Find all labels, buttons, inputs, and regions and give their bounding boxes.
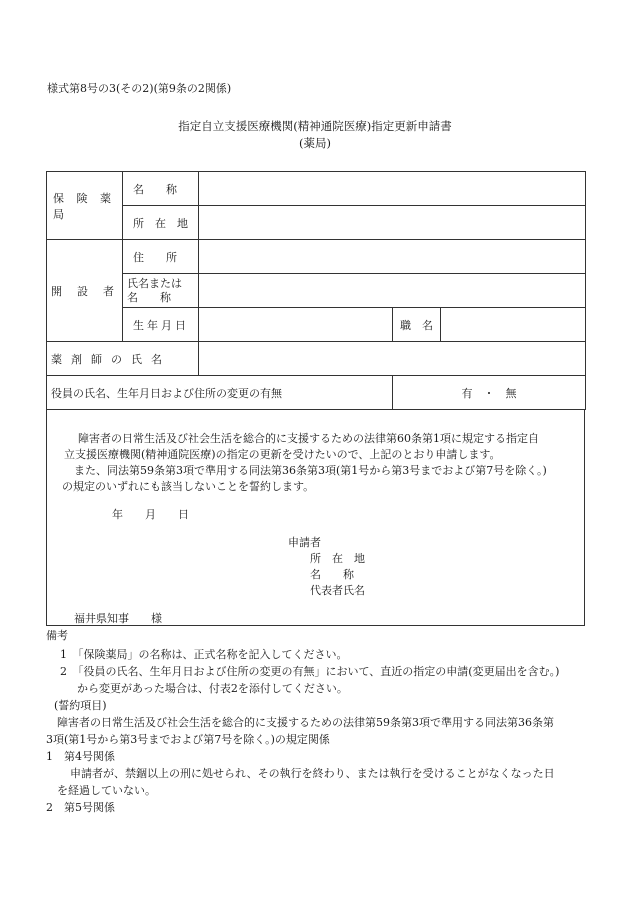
fullname-label-line2: 名 称 — [127, 290, 171, 304]
pledge-para1-line1: 障害者の日常生活及び社会生活を総合的に支援するための法律第60条第1項に規定する指定自 — [78, 432, 539, 445]
notes-heading: 備考 — [46, 629, 68, 642]
pledge-para2-line1: また、同法第59条第3項で準用する同法第36条第3項(第1号から第3号までおよび第7号を除く。) — [74, 464, 547, 477]
pharmacy-location-field[interactable] — [199, 206, 586, 240]
item-2-heading: 2 第5号関係 — [46, 801, 115, 814]
address-label-cell: 住 所 — [123, 240, 199, 274]
pledge-items-text-line2: 3項(第1号から第3号までおよび第7号を除く。)の規定関係 — [46, 733, 330, 746]
applicant-location-label: 所 在 地 — [310, 552, 365, 565]
name-label-cell: 名 称 — [123, 172, 199, 206]
document-title: 指定自立支援医療機関(精神通院医療)指定更新申請書 — [178, 119, 452, 133]
item-1-heading: 1 第4号関係 — [46, 750, 115, 763]
pharmacy-name-field[interactable] — [199, 172, 586, 206]
founder-label-cell: 開 設 者 — [47, 240, 123, 342]
officer-change-options[interactable]: 有 ・ 無 — [393, 376, 586, 410]
item-1-text-line2: を経過していない。 — [57, 784, 156, 797]
pledge-para1-line2: 立支援医療機関(精神通院医療)の指定の更新を受けたいので、上記のとおり申請します。 — [64, 448, 501, 461]
title-field[interactable] — [441, 308, 586, 342]
addressee: 福井県知事 様 — [74, 612, 162, 625]
pledge-items-text-line1: 障害者の日常生活及び社会生活を総合的に支援するための法律第59条第3項で準用する同法第36条第 — [57, 716, 554, 729]
pledge-para2-line2: の規定のいずれにも該当しないことを誓約します。 — [62, 480, 315, 493]
fullname-label-line1: 氏名または — [127, 276, 182, 290]
birthdate-label-cell: 生年月日 — [123, 308, 199, 342]
note-1: 1 「保険薬局」の名称は、正式名称を記入してください。 — [60, 648, 348, 661]
item-1-text-line1: 申請者が、禁錮以上の刑に処せられ、その執行を終わり、または執行を受けることがなくなった日 — [70, 767, 555, 780]
location-label-cell: 所 在 地 — [123, 206, 199, 240]
founder-address-field[interactable] — [199, 240, 586, 274]
birthdate-field[interactable] — [199, 308, 393, 342]
note-2-line1: 2 「役員の氏名、生年月日および住所の変更の有無」において、直近の指定の申請(変更届出を含む。) — [60, 665, 560, 678]
date-line[interactable]: 年 月 日 — [112, 508, 189, 521]
application-table — [46, 171, 586, 410]
note-2-line2: から変更があった場合は、付表2を添付してください。 — [77, 682, 348, 695]
pharmacy-label-cell: 保険薬局 — [47, 172, 123, 240]
form-reference: 様式第8号の3(その2)(第9条の2関係) — [47, 82, 232, 95]
pledge-items-heading: (誓約項目) — [54, 699, 107, 712]
founder-name-field[interactable] — [199, 274, 586, 308]
representative-label: 代表者氏名 — [310, 584, 365, 597]
applicant-label: 申請者 — [288, 536, 321, 549]
document-subtitle: (薬局) — [299, 136, 331, 150]
pharmacist-name-field[interactable] — [199, 342, 586, 376]
title-label-cell: 職 名 — [393, 308, 441, 342]
officer-change-label-cell: 役員の氏名、生年月日および住所の変更の有無 — [47, 376, 393, 410]
pharmacist-label-cell: 薬剤師の氏名 — [47, 342, 199, 376]
fullname-label-cell — [123, 274, 199, 308]
applicant-name-label: 名 称 — [310, 568, 354, 581]
